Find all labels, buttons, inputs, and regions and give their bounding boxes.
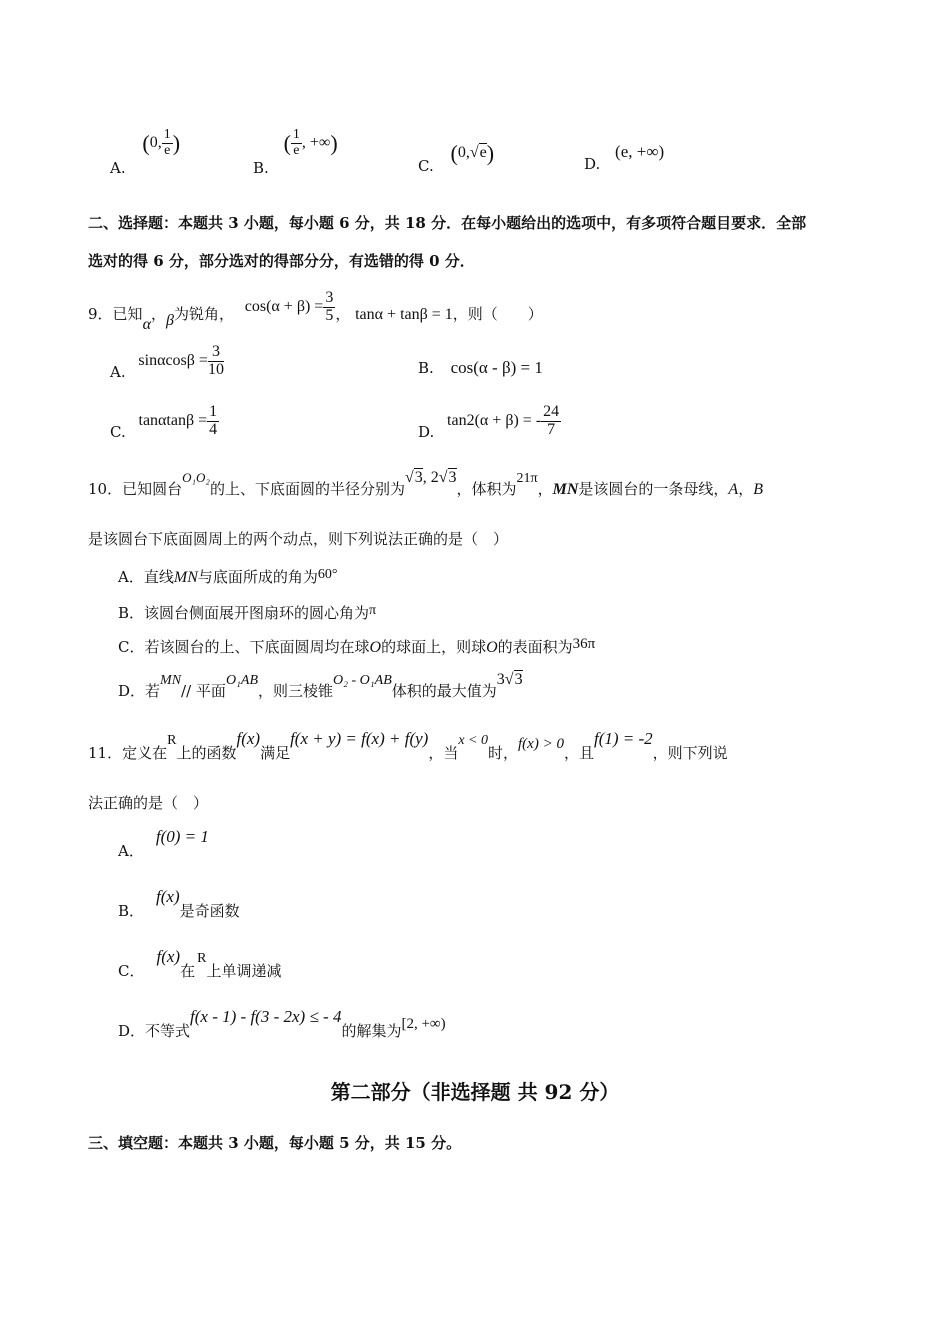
option-label: A. xyxy=(110,362,126,381)
q10-option-c: C．若该圆台的上、下底面圆周均在球O的球面上，则球O的表面积为36π xyxy=(118,636,596,656)
q10-option-a: A．直线MN与底面所成的角为60° xyxy=(118,567,338,586)
option-math: ( $\frac{1}{e}$ , +∞) xyxy=(283,127,338,158)
option-label: D. xyxy=(584,155,601,173)
q8-option-b xyxy=(253,127,338,177)
section-3-instructions: 三、填空题：本题共 3 小题，每小题 5 分，共 15 分。 xyxy=(88,1134,462,1152)
section-2-instructions-line1: 二、选择题：本题共 3 小题，每小题 6 分，共 18 分．在每小题给出的选项中，有多项符合题目要求．全部 xyxy=(88,214,807,232)
q10-option-b: B．该圆台侧面展开图扇环的圆心角为π xyxy=(118,603,377,622)
q9-tan-condition: tanα + tanβ = 1 xyxy=(355,305,453,323)
q9-option-c: C. tanαtanβ = $\frac{1}{4}$ xyxy=(110,403,218,441)
q9-cos-condition: cos(α + β) = $\frac{3}{5}$ xyxy=(244,289,334,324)
option-label: A. xyxy=(110,158,126,177)
q11-option-d: D．不等式f(x - 1) - f(3 - 2x) ≤ - 4的解集为[2, +∞) xyxy=(118,1007,446,1040)
q9-option-a: A. sinαcosβ = $\frac{3}{10}$ xyxy=(110,343,224,381)
section-2-instructions-line2: 选对的得 6 分，部分选对的得部分分，有选错的得 0 分． xyxy=(88,252,475,270)
option-label: A． xyxy=(118,568,144,586)
option-label: C. xyxy=(110,422,126,441)
option-label: B． xyxy=(118,604,145,622)
q10-radii: √3, 2√3 xyxy=(404,469,457,486)
q10-stem-line1: 10．已知圆台O₁O₂的上、下底面圆的半径分别为√3, 2√3，体积为21π，MN是该圆台的一条母线，A，B xyxy=(88,469,763,498)
option-label: A． xyxy=(118,842,144,860)
question-number: 9． xyxy=(88,304,113,323)
option-label: C． xyxy=(118,962,145,980)
option-math: (e, +∞) xyxy=(615,142,665,161)
option-math: (0,√e) xyxy=(450,140,495,165)
q8-option-a xyxy=(110,127,181,177)
option-label: D． xyxy=(118,1022,146,1040)
q11-stem-line2: 法正确的是（ ） xyxy=(88,794,209,812)
option-label: B. xyxy=(418,359,434,377)
q9-stem: 9．已知α，β为锐角， cos(α + β) = $\frac{3}{5}$ ， tanα + tanβ = 1，则（ ） xyxy=(88,289,543,333)
q10-option-d: D．若MN// 平面O₁AB，则三棱锥O₂ - O₁AB体积的最大值为3√3 xyxy=(118,671,523,700)
part-2-heading: 第二部分（非选择题 共 92 分） xyxy=(330,1080,620,1104)
q8-option-d xyxy=(584,142,665,173)
q10-stem-line2: 是该圆台下底面圆周上的两个动点，则下列说法正确的是（ ） xyxy=(88,530,509,548)
option-label: D． xyxy=(118,682,146,700)
q9-option-b: B. cos(α - β) = 1 xyxy=(418,358,543,377)
question-number: 10． xyxy=(88,480,123,498)
q11-option-a: A．f(0) = 1 xyxy=(118,827,209,860)
option-math: (0, $\frac{1}{e}$ ) xyxy=(142,127,181,158)
option-label: B. xyxy=(253,158,269,177)
q11-option-c: C．f(x)在R上单调递减 xyxy=(118,947,282,980)
option-label: B． xyxy=(118,902,145,920)
q11-stem-line1: 11．定义在R上的函数f(x)满足f(x + y) = f(x) + f(y)，当x < 0时，f(x) > 0，且f(1) = -2，则下列说 xyxy=(88,729,728,762)
question-number: 11． xyxy=(88,744,123,762)
q9-option-d: D. tan2(α + β) = - $\frac{24}{7}$ xyxy=(418,403,560,441)
q11-option-b: B．f(x)是奇函数 xyxy=(118,887,240,920)
option-label: C． xyxy=(118,638,145,656)
option-label: D. xyxy=(418,422,435,441)
q8-option-c xyxy=(418,140,495,175)
option-label: C. xyxy=(418,156,434,175)
